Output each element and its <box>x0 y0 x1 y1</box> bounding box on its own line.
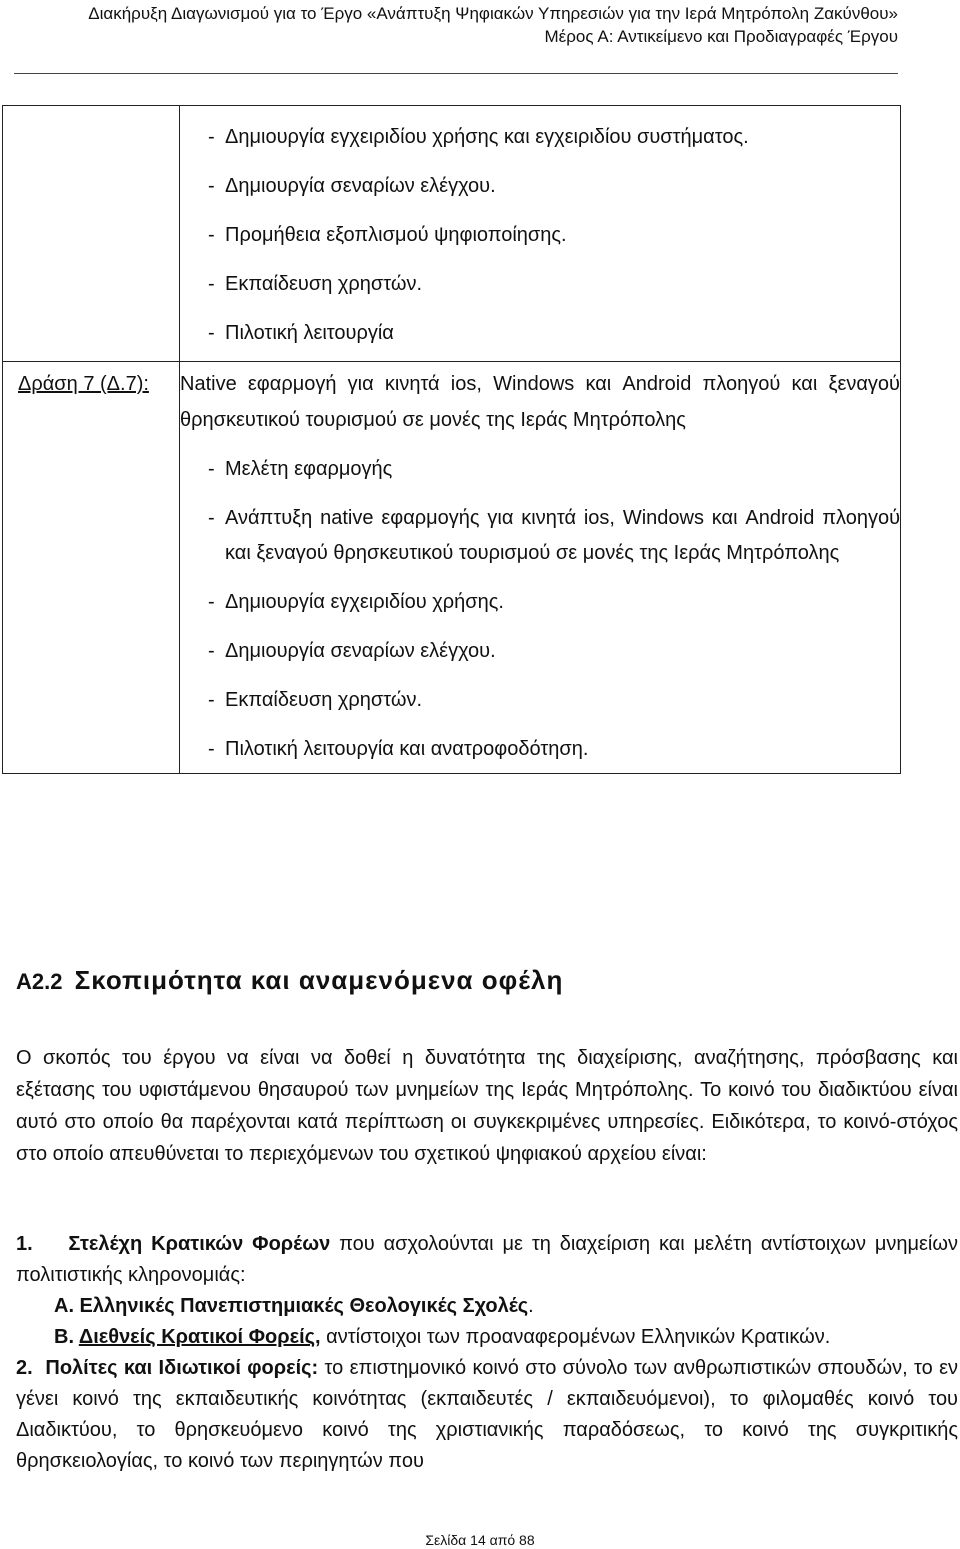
table-label-cell-empty <box>3 106 180 362</box>
header-subtitle: Μέρος Α: Αντικείμενο και Προδιαγραφές Έργου <box>544 27 898 46</box>
sub-item-prefix: Β. <box>54 1326 79 1348</box>
sub-item-bold: Διεθνείς Κρατικοί Φορείς, <box>78 1326 321 1348</box>
list-item: - Δημιουργία σεναρίων ελέγχου. <box>180 634 900 669</box>
list-item: - Μελέτη εφαρμογής <box>180 452 900 487</box>
list-item-bold: Πολίτες και Ιδιωτικοί φορείς: <box>45 1357 319 1379</box>
list-item: - Δημιουργία σεναρίων ελέγχου. <box>180 169 900 204</box>
sub-item-a <box>16 1291 958 1322</box>
section-number: Α2.2 <box>16 969 63 994</box>
list-item: - Δημιουργία εγχειριδίου χρήσης. <box>180 585 900 620</box>
intro-paragraph: Ο σκοπός του έργου να είναι να δοθεί η δυνατότητα της διαχείρισης, αναζήτησης, πρόσβασης και εξέτασης του υφιστάμενου θησαυρού των μνημείων της Ιεράς Μητρόπολης. Το κοινό του διαδικτύου είναι αυτό στο οποίο θα παρέχονται κατά περίπτωση οι συγκεκριμένες υπηρεσίες. Ειδικότερα, το κοινό-στόχος στο οποίο απευθύνεται το περιεχόμενων του σχετικού ψηφιακού αρχείου είναι: <box>16 1047 958 1165</box>
sub-item-end: . <box>528 1295 534 1317</box>
header-title: Διακήρυξη Διαγωνισμού για το Έργο «Ανάπτυξη Ψηφιακών Υπηρεσιών για την Ιερά Μητρόπολη Ζακύνθου» <box>88 4 898 23</box>
action-label: Δράση 7 (Δ.7): <box>18 373 149 395</box>
section-title: Σκοπιμότητα και αναμενόμενα οφέλη <box>74 965 564 995</box>
audience-list <box>16 1229 958 1477</box>
list-item: - Πιλοτική λειτουργία και ανατροφοδότηση. <box>180 732 900 767</box>
list-item: - Ανάπτυξη native εφαρμογής για κινητά ios, Windows και Android πλοηγού και ξεναγού θρησκευτικού τουρισμού σε μονές της Ιεράς Μητρόπολης <box>180 501 900 571</box>
section-heading <box>16 965 563 996</box>
list-item-1 <box>16 1229 958 1291</box>
list-item-text: που ασχολούνται με τη διαχείριση και μελέτη αντίστοιχων μνημείων πολιτιστικής κληρονομιάς: <box>16 1233 958 1286</box>
header-rule <box>14 73 898 74</box>
list-item-2 <box>16 1353 958 1477</box>
page-footer: Σελίδα 14 από 88 <box>425 1532 535 1548</box>
list-number: 2. <box>16 1357 33 1379</box>
page-header <box>18 2 898 48</box>
sub-item-text: αντίστοιχοι των προαναφερομένων Ελληνικών Κρατικών. <box>320 1326 831 1348</box>
action-content-cell <box>180 362 901 774</box>
sub-item-bold: Α. Ελληνικές Πανεπιστημιακές Θεολογικές Σχολές <box>54 1295 529 1317</box>
action-title: Native εφαρμογή για κινητά ios, Windows και Android πλοηγού και ξεναγού θρησκευτικού τουρισμού σε μονές της Ιεράς Μητρόπολης <box>180 373 900 431</box>
list-item: - Εκπαίδευση χρηστών. <box>180 267 900 302</box>
list-item-bold: Στελέχη Κρατικών Φορέων <box>68 1233 331 1255</box>
list-item: - Πιλοτική λειτουργία <box>180 316 900 351</box>
list-number: 1. <box>16 1233 33 1255</box>
list-item-text: το επιστημονικό κοινό στο σύνολο των ανθρωπιστικών σπουδών, το εν γένει κοινό της εκπαιδευτικής κοινότητας (εκπαιδευτές / εκπαιδευόμενοι), το φιλομαθές κοινό του Διαδικτύου, το θρησκευόμενο κοινό της χριστιανικής παραδόσεως, το κοινό της συγκριτικής θρησκειολογίας, το κοινό των περιηγητών που <box>16 1357 959 1472</box>
list-item: - Εκπαίδευση χρηστών. <box>180 683 900 718</box>
table-content-cell-prev <box>180 106 901 362</box>
actions-table <box>2 105 901 774</box>
action-label-cell <box>3 362 180 774</box>
list-item: - Προμήθεια εξοπλισμού ψηφιοποίησης. <box>180 218 900 253</box>
list-item: - Δημιουργία εγχειριδίου χρήσης και εγχειριδίου συστήματος. <box>180 120 900 155</box>
sub-item-b <box>16 1322 958 1353</box>
